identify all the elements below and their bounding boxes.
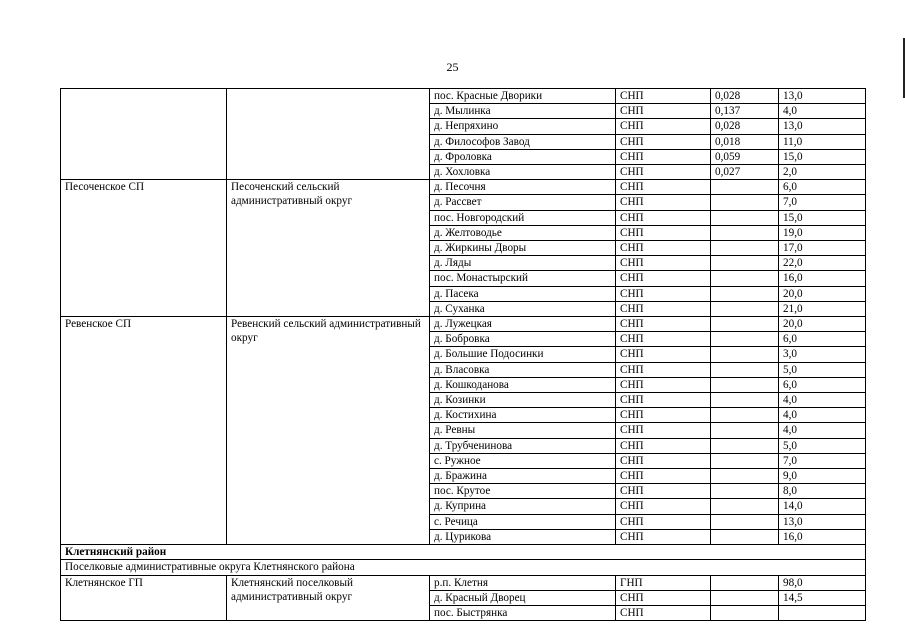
value-cell: 4,0 bbox=[779, 393, 866, 408]
value-cell: 11,0 bbox=[779, 134, 866, 149]
value-cell: 13,0 bbox=[779, 119, 866, 134]
locality-type-cell: СНП bbox=[616, 453, 711, 468]
district-name-cell: Песоченский сельский административный округ bbox=[227, 180, 430, 317]
locality-name-cell: д. Бобровка bbox=[430, 332, 616, 347]
locality-name-cell: д. Кошкоданова bbox=[430, 377, 616, 392]
locality-name-cell: д. Трубченинова bbox=[430, 438, 616, 453]
locality-name-cell: д. Философов Завод bbox=[430, 134, 616, 149]
value-cell: 20,0 bbox=[779, 286, 866, 301]
share-cell bbox=[711, 453, 779, 468]
settlement-name-cell: Песоченское СП bbox=[61, 180, 227, 317]
locality-type-cell: СНП bbox=[616, 347, 711, 362]
share-cell bbox=[711, 225, 779, 240]
share-cell bbox=[711, 575, 779, 590]
locality-name-cell: д. Пасека bbox=[430, 286, 616, 301]
locality-type-cell: СНП bbox=[616, 332, 711, 347]
value-cell: 8,0 bbox=[779, 484, 866, 499]
locality-type-cell: ГНП bbox=[616, 575, 711, 590]
locality-name-cell: д. Большие Подосинки bbox=[430, 347, 616, 362]
share-cell bbox=[711, 347, 779, 362]
district-name-cell: Клетнянский поселковый административный округ bbox=[227, 575, 430, 621]
table-row bbox=[61, 89, 866, 104]
region-heading: Клетнянский район bbox=[61, 545, 866, 560]
value-cell: 4,0 bbox=[779, 104, 866, 119]
locality-type-cell: СНП bbox=[616, 469, 711, 484]
locality-type-cell: СНП bbox=[616, 134, 711, 149]
share-cell bbox=[711, 332, 779, 347]
value-cell: 7,0 bbox=[779, 453, 866, 468]
share-cell bbox=[711, 210, 779, 225]
settlement-name-cell: Ревенское СП bbox=[61, 317, 227, 545]
value-cell: 3,0 bbox=[779, 347, 866, 362]
value-cell: 16,0 bbox=[779, 529, 866, 544]
value-cell: 4,0 bbox=[779, 408, 866, 423]
share-cell bbox=[711, 408, 779, 423]
region-subheading: Поселковые административные округа Клетнянского района bbox=[61, 560, 866, 575]
locality-type-cell: СНП bbox=[616, 484, 711, 499]
locality-type-cell: СНП bbox=[616, 438, 711, 453]
value-cell: 20,0 bbox=[779, 317, 866, 332]
value-cell: 6,0 bbox=[779, 180, 866, 195]
locality-type-cell: СНП bbox=[616, 271, 711, 286]
value-cell: 15,0 bbox=[779, 210, 866, 225]
locality-type-cell: СНП bbox=[616, 317, 711, 332]
share-cell bbox=[711, 180, 779, 195]
share-cell bbox=[711, 393, 779, 408]
region-subheading-row bbox=[61, 560, 866, 575]
locality-name-cell: пос. Крутое bbox=[430, 484, 616, 499]
locality-name-cell: д. Куприна bbox=[430, 499, 616, 514]
value-cell: 14,5 bbox=[779, 590, 866, 605]
locality-name-cell: д. Хохловка bbox=[430, 165, 616, 180]
share-cell bbox=[711, 529, 779, 544]
share-cell: 0,028 bbox=[711, 119, 779, 134]
share-cell bbox=[711, 271, 779, 286]
locality-type-cell: СНП bbox=[616, 423, 711, 438]
locality-type-cell: СНП bbox=[616, 241, 711, 256]
share-cell bbox=[711, 301, 779, 316]
district-name-cell: Ревенский сельский административный округ bbox=[227, 317, 430, 545]
share-cell: 0,018 bbox=[711, 134, 779, 149]
locality-type-cell: СНП bbox=[616, 286, 711, 301]
value-cell: 2,0 bbox=[779, 165, 866, 180]
locality-name-cell: д. Ревны bbox=[430, 423, 616, 438]
value-cell: 21,0 bbox=[779, 301, 866, 316]
value-cell: 6,0 bbox=[779, 377, 866, 392]
value-cell: 14,0 bbox=[779, 499, 866, 514]
value-cell: 19,0 bbox=[779, 225, 866, 240]
locality-name-cell: д. Жиркины Дворы bbox=[430, 241, 616, 256]
share-cell: 0,028 bbox=[711, 89, 779, 104]
locality-type-cell: СНП bbox=[616, 165, 711, 180]
locality-name-cell: с. Ружное bbox=[430, 453, 616, 468]
locality-type-cell: СНП bbox=[616, 149, 711, 164]
district-name-cell bbox=[227, 89, 430, 180]
locality-type-cell: СНП bbox=[616, 529, 711, 544]
value-cell: 15,0 bbox=[779, 149, 866, 164]
locality-name-cell: д. Непряхино bbox=[430, 119, 616, 134]
share-cell bbox=[711, 377, 779, 392]
locality-type-cell: СНП bbox=[616, 180, 711, 195]
locality-name-cell: пос. Красные Дворики bbox=[430, 89, 616, 104]
page-number: 25 bbox=[446, 60, 459, 74]
share-cell bbox=[711, 438, 779, 453]
locality-type-cell: СНП bbox=[616, 590, 711, 605]
value-cell: 7,0 bbox=[779, 195, 866, 210]
share-cell bbox=[711, 195, 779, 210]
locality-name-cell: д. Суханка bbox=[430, 301, 616, 316]
locality-name-cell: д. Лужецкая bbox=[430, 317, 616, 332]
locality-name-cell: д. Фроловка bbox=[430, 149, 616, 164]
locality-type-cell: СНП bbox=[616, 210, 711, 225]
locality-type-cell: СНП bbox=[616, 377, 711, 392]
share-cell bbox=[711, 605, 779, 620]
share-cell bbox=[711, 317, 779, 332]
settlements-table bbox=[60, 88, 866, 621]
share-cell bbox=[711, 499, 779, 514]
settlement-name-cell bbox=[61, 89, 227, 180]
table-row bbox=[61, 317, 866, 332]
value-cell: 13,0 bbox=[779, 514, 866, 529]
value-cell: 98,0 bbox=[779, 575, 866, 590]
locality-type-cell: СНП bbox=[616, 225, 711, 240]
locality-name-cell: д. Цурикова bbox=[430, 529, 616, 544]
share-cell bbox=[711, 286, 779, 301]
locality-type-cell: СНП bbox=[616, 514, 711, 529]
value-cell: 5,0 bbox=[779, 362, 866, 377]
value-cell: 4,0 bbox=[779, 423, 866, 438]
locality-type-cell: СНП bbox=[616, 256, 711, 271]
locality-type-cell: СНП bbox=[616, 301, 711, 316]
value-cell: 5,0 bbox=[779, 438, 866, 453]
locality-name-cell: д. Бражина bbox=[430, 469, 616, 484]
value-cell: 13,0 bbox=[779, 89, 866, 104]
locality-name-cell: с. Речица bbox=[430, 514, 616, 529]
locality-name-cell: д. Костихина bbox=[430, 408, 616, 423]
value-cell: 16,0 bbox=[779, 271, 866, 286]
region-heading-row bbox=[61, 545, 866, 560]
share-cell: 0,027 bbox=[711, 165, 779, 180]
locality-type-cell: СНП bbox=[616, 195, 711, 210]
locality-name-cell: д. Рассвет bbox=[430, 195, 616, 210]
locality-name-cell: д. Козинки bbox=[430, 393, 616, 408]
share-cell bbox=[711, 256, 779, 271]
value-cell: 17,0 bbox=[779, 241, 866, 256]
settlement-name-cell: Клетнянское ГП bbox=[61, 575, 227, 621]
locality-name-cell: д. Желтоводье bbox=[430, 225, 616, 240]
table-row bbox=[61, 575, 866, 590]
value-cell: 22,0 bbox=[779, 256, 866, 271]
locality-type-cell: СНП bbox=[616, 104, 711, 119]
locality-name-cell: р.п. Клетня bbox=[430, 575, 616, 590]
value-cell: 9,0 bbox=[779, 469, 866, 484]
share-cell bbox=[711, 362, 779, 377]
value-cell: 6,0 bbox=[779, 332, 866, 347]
locality-type-cell: СНП bbox=[616, 362, 711, 377]
locality-name-cell: пос. Монастырский bbox=[430, 271, 616, 286]
locality-type-cell: СНП bbox=[616, 393, 711, 408]
locality-name-cell: д. Власовка bbox=[430, 362, 616, 377]
share-cell bbox=[711, 590, 779, 605]
share-cell bbox=[711, 423, 779, 438]
share-cell bbox=[711, 514, 779, 529]
locality-name-cell: пос. Новгородский bbox=[430, 210, 616, 225]
share-cell bbox=[711, 469, 779, 484]
locality-type-cell: СНП bbox=[616, 119, 711, 134]
value-cell bbox=[779, 605, 866, 620]
locality-name-cell: пос. Быстрянка bbox=[430, 605, 616, 620]
locality-type-cell: СНП bbox=[616, 605, 711, 620]
share-cell bbox=[711, 241, 779, 256]
share-cell: 0,137 bbox=[711, 104, 779, 119]
locality-type-cell: СНП bbox=[616, 408, 711, 423]
locality-name-cell: д. Песочня bbox=[430, 180, 616, 195]
locality-type-cell: СНП bbox=[616, 499, 711, 514]
table-row bbox=[61, 180, 866, 195]
locality-name-cell: д. Мылинка bbox=[430, 104, 616, 119]
locality-type-cell: СНП bbox=[616, 89, 711, 104]
share-cell bbox=[711, 484, 779, 499]
settlements-table-body bbox=[61, 89, 866, 621]
locality-name-cell: д. Красный Дворец bbox=[430, 590, 616, 605]
locality-name-cell: д. Ляды bbox=[430, 256, 616, 271]
share-cell: 0,059 bbox=[711, 149, 779, 164]
